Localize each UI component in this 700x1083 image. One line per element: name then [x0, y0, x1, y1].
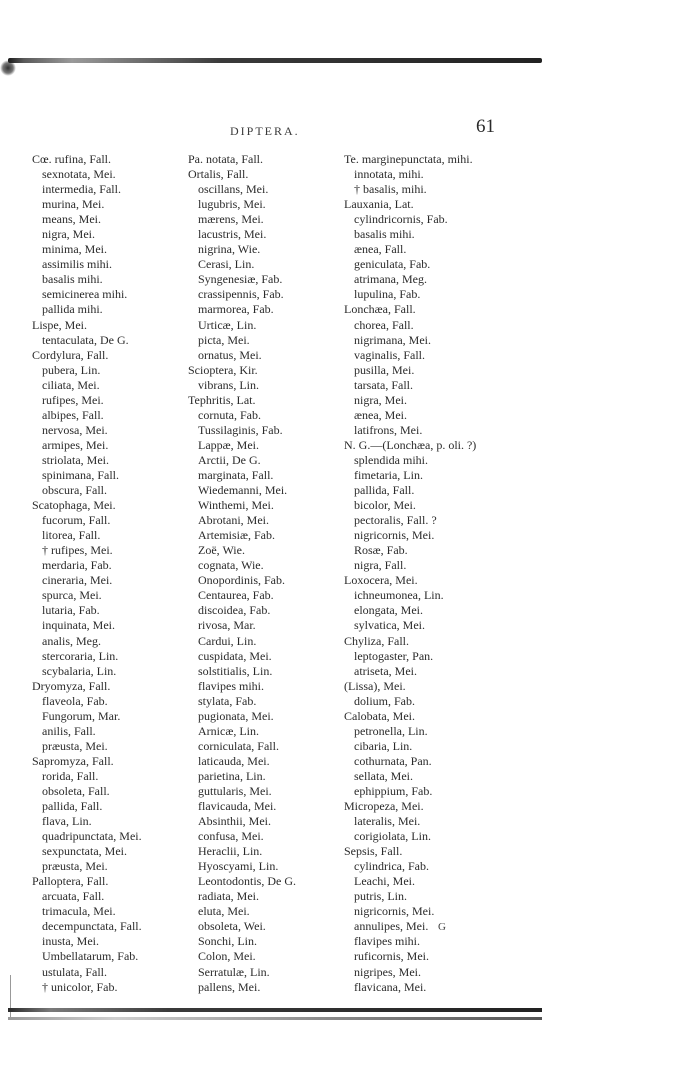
genus-entry: Lauxania, Lat.	[344, 197, 414, 212]
species-entry: lugubris, Mei.	[198, 197, 266, 212]
species-entry: dolium, Fab.	[354, 693, 416, 708]
signature-mark: G	[438, 921, 446, 933]
species-entry: Cerasi, Lin.	[198, 257, 255, 272]
species-entry: ichneumonea, Lin.	[354, 588, 444, 603]
species-entry: laticauda, Mei.	[198, 753, 270, 768]
species-entry: Colon, Mei.	[198, 949, 256, 964]
species-entry: lateralis, Mei.	[354, 814, 421, 829]
species-entry: confusa, Mei.	[198, 829, 264, 844]
species-entry: vibrans, Lin.	[198, 377, 259, 392]
species-entry: fucorum, Fall.	[42, 513, 111, 528]
species-entry: ænea, Fall.	[354, 242, 407, 257]
species-entry: chorea, Fall.	[354, 317, 414, 332]
genus-entry: Sepsis, Fall.	[344, 844, 403, 859]
species-entry: Artemisiæ, Fab.	[198, 528, 275, 543]
species-entry: lutaria, Fab.	[42, 603, 100, 618]
column-1	[32, 152, 192, 995]
species-entry: sexpunctata, Mei.	[42, 844, 127, 859]
species-entry: cylindricornis, Fab.	[354, 212, 448, 227]
species-entry: flavipes mihi.	[198, 678, 264, 693]
species-entry: trimacula, Mei.	[42, 904, 116, 919]
species-entry: ustulata, Fall.	[42, 964, 107, 979]
species-entry: nigrimana, Mei.	[354, 332, 431, 347]
species-entry: ornatus, Mei.	[198, 347, 262, 362]
species-entry: latifrons, Mei.	[354, 422, 423, 437]
species-entry: nervosa, Mei.	[42, 422, 108, 437]
species-entry: litorea, Fall.	[42, 528, 101, 543]
species-entry: pallida, Fall.	[354, 483, 415, 498]
species-entry: inquinata, Mei.	[42, 618, 115, 633]
species-entry: pectoralis, Fall. ?	[354, 513, 437, 528]
species-entry: mærens, Mei.	[198, 212, 264, 227]
species-entry: cineraria, Mei.	[42, 573, 113, 588]
genus-entry: Pa. notata, Fall.	[188, 152, 263, 166]
species-entry: Sonchi, Lin.	[198, 934, 257, 949]
top-rule	[8, 58, 542, 63]
species-entry: quadripunctata, Mei.	[42, 829, 142, 844]
species-entry: analis, Meg.	[42, 633, 101, 648]
species-entry: flavipes mihi.	[354, 934, 420, 949]
species-entry: minima, Mei.	[42, 242, 107, 257]
species-entry: Serratulæ, Lin.	[198, 964, 270, 979]
species-entry: nigrina, Wie.	[198, 242, 261, 257]
species-entry: cognata, Wie.	[198, 558, 264, 573]
genus-entry: Lonchæa, Fall.	[344, 302, 416, 317]
species-entry: corigiolata, Lin.	[354, 829, 431, 844]
species-entry: corniculata, Fall.	[198, 738, 279, 753]
species-entry: guttularis, Mei.	[198, 783, 272, 798]
species-entry: leptogaster, Pan.	[354, 648, 434, 663]
species-entry: † basalis, mihi.	[354, 182, 427, 197]
species-entry: stylata, Fab.	[198, 693, 257, 708]
species-entry: pallida mihi.	[42, 302, 103, 317]
species-entry: pubera, Lin.	[42, 362, 101, 377]
genus-entry: Lispe, Mei.	[32, 317, 87, 332]
species-entry: sellata, Mei.	[354, 768, 413, 783]
species-entry: anilis, Fall.	[42, 723, 96, 738]
species-entry: spurca, Mei.	[42, 588, 102, 603]
species-entry: nigra, Mei.	[354, 392, 407, 407]
species-entry: basalis mihi.	[42, 272, 103, 287]
genus-entry: Scatophaga, Mei.	[32, 498, 116, 513]
species-entry: crassipennis, Fab.	[198, 287, 284, 302]
species-entry: Arnicæ, Lin.	[198, 723, 259, 738]
species-entry: Hyoscyami, Lin.	[198, 859, 279, 874]
species-entry: albipes, Fall.	[42, 407, 104, 422]
column-3	[344, 152, 534, 995]
species-entry: pugionata, Mei.	[198, 708, 274, 723]
species-entry: radiata, Mei.	[198, 889, 259, 904]
species-entry: ænea, Mei.	[354, 407, 407, 422]
species-entry: Abrotani, Mei.	[198, 513, 269, 528]
species-entry: cuspidata, Mei.	[198, 648, 272, 663]
species-entry: armipes, Mei.	[42, 437, 109, 452]
species-entry: Tussilaginis, Fab.	[198, 422, 283, 437]
species-entry: Rosæ, Fab.	[354, 543, 408, 558]
species-entry: fimetaria, Lin.	[354, 467, 423, 482]
species-entry: marmorea, Fab.	[198, 302, 274, 317]
species-entry: Wiedemanni, Mei.	[198, 483, 288, 498]
species-entry: sylvatica, Mei.	[354, 618, 425, 633]
species-entry: annulipes, Mei.	[354, 919, 429, 934]
genus-entry: Cordylura, Fall.	[32, 347, 109, 362]
species-entry: murina, Mei.	[42, 197, 105, 212]
species-entry: solstitialis, Lin.	[198, 663, 273, 678]
bottom-rule-secondary	[8, 1017, 542, 1020]
species-entry: nigricornis, Mei.	[354, 904, 435, 919]
genus-entry: Cœ. rufina, Fall.	[32, 152, 111, 166]
species-entry: cylindrica, Fab.	[354, 859, 429, 874]
species-entry: Leontodontis, De G.	[198, 874, 296, 889]
species-entry: parietina, Lin.	[198, 768, 266, 783]
species-entry: nigripes, Mei.	[354, 964, 421, 979]
genus-entry: Te. marginepunctata, mihi.	[344, 152, 473, 166]
species-entry: Cardui, Lin.	[198, 633, 257, 648]
genus-entry: Micropeza, Mei.	[344, 799, 424, 814]
species-entry: Absinthii, Mei.	[198, 814, 272, 829]
species-entry: Winthemi, Mei.	[198, 498, 274, 513]
species-entry: spinimana, Fall.	[42, 467, 119, 482]
genus-entry: Chyliza, Fall.	[344, 633, 409, 648]
species-entry: arcuata, Fall.	[42, 889, 105, 904]
species-entry: oscillans, Mei.	[198, 182, 269, 197]
species-entry: præusta, Mei.	[42, 738, 108, 753]
species-entry: petronella, Lin.	[354, 723, 428, 738]
species-entry: Lappæ, Mei.	[198, 437, 259, 452]
column-2	[188, 152, 348, 995]
species-entry: atrimana, Meg.	[354, 272, 427, 287]
page-edge-mark	[10, 975, 11, 1020]
species-entry: Centaurea, Fab.	[198, 588, 274, 603]
species-entry: Heraclii, Lin.	[198, 844, 263, 859]
species-entry: splendida mihi.	[354, 452, 428, 467]
species-entry: semicinerea mihi.	[42, 287, 128, 302]
species-entry: discoidea, Fab.	[198, 603, 271, 618]
species-entry: rufipes, Mei.	[42, 392, 104, 407]
species-entry: basalis mihi.	[354, 227, 415, 242]
species-entry: Onopordinis, Fab.	[198, 573, 285, 588]
genus-entry: Dryomyza, Fall.	[32, 678, 111, 693]
species-entry: cornuta, Fab.	[198, 407, 261, 422]
species-entry: eluta, Mei.	[198, 904, 250, 919]
species-entry: rivosa, Mar.	[198, 618, 256, 633]
species-entry: Zoë, Wie.	[198, 543, 245, 558]
page-number: 61	[476, 116, 495, 137]
species-entry: nigra, Fall.	[354, 558, 407, 573]
genus-entry: Tephritis, Lat.	[188, 392, 256, 407]
species-entry: Arctii, De G.	[198, 452, 261, 467]
species-entry: obsoleta, Fall.	[42, 783, 110, 798]
species-entry: Urticæ, Lin.	[198, 317, 257, 332]
species-entry: inusta, Mei.	[42, 934, 99, 949]
species-entry: atriseta, Mei.	[354, 663, 417, 678]
species-entry: means, Mei.	[42, 212, 101, 227]
genus-entry: Loxocera, Mei.	[344, 573, 418, 588]
species-entry: Leachi, Mei.	[354, 874, 415, 889]
species-entry: bicolor, Mei.	[354, 498, 416, 513]
species-entry: cibaria, Lin.	[354, 738, 413, 753]
species-entry: pallens, Mei.	[198, 979, 261, 994]
species-entry: stercoraria, Lin.	[42, 648, 119, 663]
species-entry: Umbellatarum, Fab.	[42, 949, 139, 964]
species-entry: putris, Lin.	[354, 889, 407, 904]
genus-entry: N. G.—(Lonchæa, p. oli. ?)	[344, 437, 477, 452]
species-entry: geniculata, Fab.	[354, 257, 431, 272]
species-entry: lupulina, Fab.	[354, 287, 421, 302]
species-entry: sexnotata, Mei.	[42, 167, 116, 182]
genus-entry: Sapromyza, Fall.	[32, 753, 114, 768]
species-entry: nigra, Mei.	[42, 227, 95, 242]
species-entry: tarsata, Fall.	[354, 377, 413, 392]
species-entry: striolata, Mei.	[42, 452, 109, 467]
bottom-rule	[8, 1008, 542, 1012]
species-entry: decempunctata, Fall.	[42, 919, 142, 934]
species-entry: ruficornis, Mei.	[354, 949, 429, 964]
genus-entry: Sciοptera, Kir.	[188, 362, 258, 377]
species-entry: flavicauda, Mei.	[198, 799, 277, 814]
species-entry: ephippium, Fab.	[354, 783, 433, 798]
species-entry: flaveola, Fab.	[42, 693, 108, 708]
species-entry: obscura, Fall.	[42, 483, 107, 498]
species-entry: cothurnata, Pan.	[354, 753, 432, 768]
species-entry: pusilla, Mei.	[354, 362, 415, 377]
species-entry: flava, Lin.	[42, 814, 92, 829]
species-entry: vaginalis, Fall.	[354, 347, 425, 362]
species-entry: † rufipes, Mei.	[42, 543, 113, 558]
species-entry: tentaculata, De G.	[42, 332, 129, 347]
running-head: DIPTERA.	[230, 124, 300, 138]
species-entry: merdaria, Fab.	[42, 558, 112, 573]
species-entry: intermedia, Fall.	[42, 182, 121, 197]
genus-entry: (Lissa), Mei.	[344, 678, 406, 693]
species-entry: elongata, Mei.	[354, 603, 423, 618]
species-entry: lacustris, Mei.	[198, 227, 267, 242]
genus-entry: Ortalis, Fall.	[188, 167, 249, 182]
species-entry: flavicana, Mei.	[354, 979, 427, 994]
species-entry: marginata, Fall.	[198, 467, 274, 482]
species-entry: Fungorum, Mar.	[42, 708, 121, 723]
species-entry: nigricornis, Mei.	[354, 528, 435, 543]
species-entry: pallida, Fall.	[42, 799, 103, 814]
species-entry: innotata, mihi.	[354, 167, 424, 182]
species-entry: † unicolor, Fab.	[42, 979, 118, 994]
genus-entry: Calobata, Mei.	[344, 708, 415, 723]
species-entry: picta, Mei.	[198, 332, 250, 347]
species-entry: Syngenesiæ, Fab.	[198, 272, 283, 287]
species-entry: assimilis mihi.	[42, 257, 113, 272]
species-entry: obsoleta, Wei.	[198, 919, 266, 934]
genus-entry: Palloptera, Fall.	[32, 874, 109, 889]
species-entry: scybalaria, Lin.	[42, 663, 117, 678]
species-entry: rorida, Fall.	[42, 768, 99, 783]
species-entry: præusta, Mei.	[42, 859, 108, 874]
species-entry: ciliata, Mei.	[42, 377, 100, 392]
